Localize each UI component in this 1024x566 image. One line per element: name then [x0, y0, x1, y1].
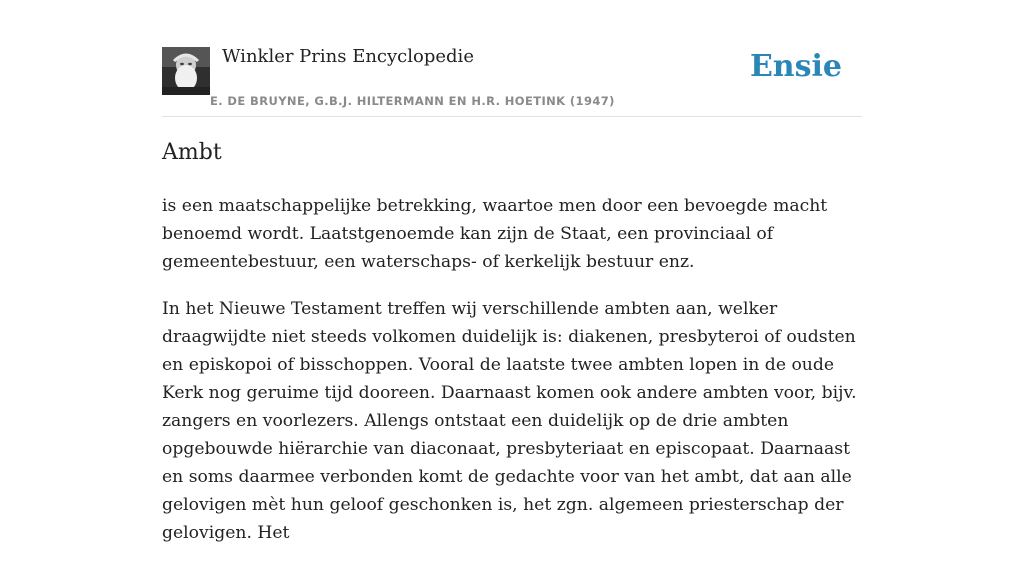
entry-paragraph: is een maatschappelijke betrekking, waartoe men door een bevoegde macht benoemd wordt. Laatstgenoemde kan zijn de Staat, een provinciaal of gemeentebestuur, een waterschaps- of kerkelijk bestuur enz. [162, 196, 828, 272]
entry-title: Ambt [162, 140, 222, 165]
ensie-logo-link[interactable]: Ensie [749, 49, 842, 84]
entry-body [162, 192, 862, 566]
source-authors: E. DE BRUYNE, G.B.J. HILTERMANN EN H.R. HOETINK (1947) [210, 94, 615, 108]
source-title[interactable]: Winkler Prins Encyclopedie [222, 46, 474, 67]
author-portrait-icon [162, 47, 210, 95]
entry-paragraph: In het Nieuwe Testament treffen wij verschillende ambten aan, welker draagwijdte niet steeds volkomen duidelijk is: diakenen, presbyteroi of oudsten en episkopoi of bisschoppen. Vooral de laatste twee ambten lopen in de oude Kerk nog geruime tijd dooreen. Daarnaast komen ook andere ambten voor, bijv. zangers en voorlezers. Allengs ontstaat een duidelijk op de drie ambten opgebouwde hiërarchie van diaconaat, presbyteriaat en episcopaat. Daarnaast en soms daarmee verbonden komt de gedachte voor van het ambt, dat aan alle gelovigen mèt hun geloof geschonken is, het zgn. algemeen priesterschap der gelovigen. Het [162, 299, 857, 543]
source-header [162, 46, 862, 117]
